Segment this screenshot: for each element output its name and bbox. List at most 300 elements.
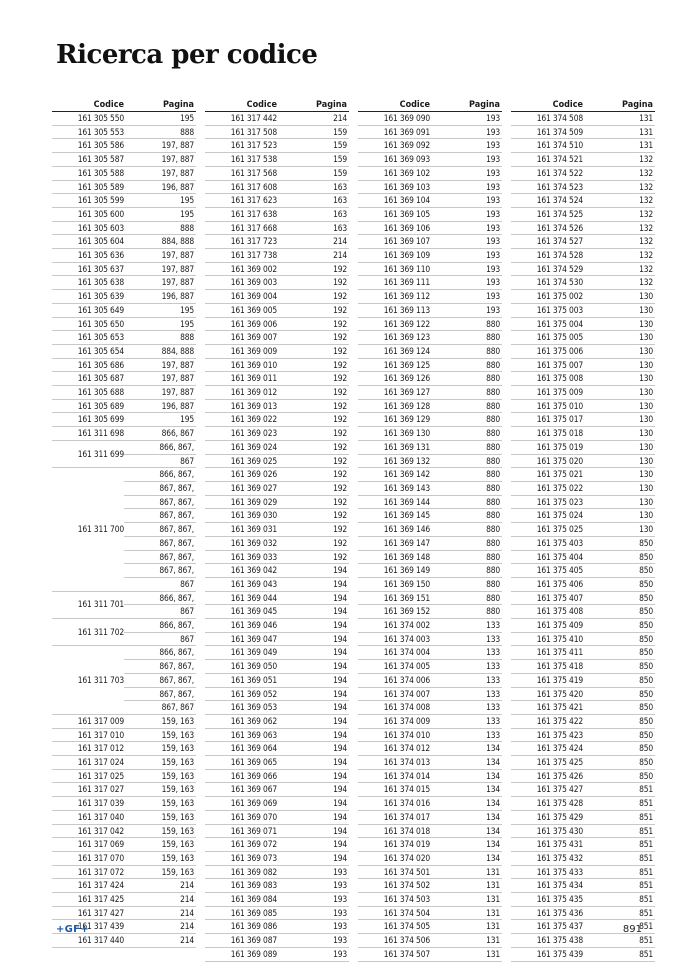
page-cell: 867, 867, bbox=[124, 673, 196, 687]
page-cell: 194 bbox=[277, 742, 349, 756]
code-cell: 161 305 588 bbox=[52, 166, 124, 180]
table-row bbox=[511, 139, 655, 153]
code-cell: 161 375 430 bbox=[511, 824, 583, 838]
table-row bbox=[358, 166, 502, 180]
page-cell: 130 bbox=[583, 290, 655, 304]
page-cell: 197, 887 bbox=[124, 358, 196, 372]
table-row bbox=[358, 194, 502, 208]
table-row bbox=[205, 577, 349, 591]
page-cell: 132 bbox=[583, 166, 655, 180]
code-cell: 161 369 087 bbox=[205, 934, 277, 948]
table-row bbox=[511, 249, 655, 263]
code-cell: 161 374 015 bbox=[358, 783, 430, 797]
page-cell: 193 bbox=[277, 947, 349, 961]
page-cell: 192 bbox=[277, 468, 349, 482]
page-cell: 192 bbox=[277, 440, 349, 454]
page-cell: 193 bbox=[277, 865, 349, 879]
table-row bbox=[358, 660, 502, 674]
table-row bbox=[511, 427, 655, 441]
table-row bbox=[358, 262, 502, 276]
code-cell: 161 317 439 bbox=[52, 920, 124, 934]
code-cell: 161 369 112 bbox=[358, 290, 430, 304]
page-cell: 159, 163 bbox=[124, 797, 196, 811]
page-cell: 193 bbox=[430, 235, 502, 249]
page-cell: 866, 867 bbox=[124, 427, 196, 441]
table-row bbox=[511, 632, 655, 646]
code-cell: 161 369 022 bbox=[205, 413, 277, 427]
table-row bbox=[511, 701, 655, 715]
table-row bbox=[511, 838, 655, 852]
table-row bbox=[205, 290, 349, 304]
page-title: Ricerca per codice bbox=[56, 40, 318, 70]
table-row bbox=[358, 495, 502, 509]
page-cell: 194 bbox=[277, 660, 349, 674]
table-row bbox=[205, 687, 349, 701]
table-row bbox=[511, 728, 655, 742]
table-row bbox=[205, 317, 349, 331]
table-row bbox=[205, 824, 349, 838]
page-cell: 193 bbox=[430, 249, 502, 263]
code-cell: 161 375 024 bbox=[511, 509, 583, 523]
page-cell: 194 bbox=[277, 728, 349, 742]
table-row bbox=[205, 358, 349, 372]
code-cell: 161 369 063 bbox=[205, 728, 277, 742]
table-row bbox=[205, 838, 349, 852]
table-row bbox=[358, 810, 502, 824]
code-cell: 161 317 668 bbox=[205, 221, 277, 235]
table-row bbox=[358, 413, 502, 427]
page-cell: 159 bbox=[277, 166, 349, 180]
table-row bbox=[52, 646, 196, 660]
table-row bbox=[205, 207, 349, 221]
page-cell: 867 bbox=[124, 632, 196, 646]
table-row bbox=[358, 577, 502, 591]
code-cell: 161 374 526 bbox=[511, 221, 583, 235]
code-cell: 161 369 064 bbox=[205, 742, 277, 756]
page-cell: 866, 867, bbox=[124, 468, 196, 482]
page-cell: 197, 887 bbox=[124, 166, 196, 180]
page-cell: 880 bbox=[430, 605, 502, 619]
code-cell: 161 369 089 bbox=[205, 947, 277, 961]
code-cell: 161 374 009 bbox=[358, 714, 430, 728]
table-row bbox=[205, 153, 349, 167]
code-cell: 161 374 521 bbox=[511, 153, 583, 167]
page-cell: 134 bbox=[430, 756, 502, 770]
code-cell: 161 305 649 bbox=[52, 303, 124, 317]
table-row bbox=[358, 797, 502, 811]
table-row bbox=[205, 125, 349, 139]
page-cell: 867 bbox=[124, 454, 196, 468]
code-cell: 161 369 002 bbox=[205, 262, 277, 276]
page-cell: 884, 888 bbox=[124, 344, 196, 358]
table-row bbox=[511, 865, 655, 879]
table-row bbox=[205, 372, 349, 386]
code-cell: 161 369 030 bbox=[205, 509, 277, 523]
page-cell: 134 bbox=[430, 769, 502, 783]
page-cell: 867, 867, bbox=[124, 509, 196, 523]
page-cell: 193 bbox=[430, 262, 502, 276]
page-cell: 880 bbox=[430, 399, 502, 413]
table-row bbox=[52, 906, 196, 920]
code-cell: 161 317 442 bbox=[205, 112, 277, 125]
page-cell: 132 bbox=[583, 235, 655, 249]
table-row bbox=[511, 893, 655, 907]
page-cell: 193 bbox=[430, 207, 502, 221]
table-row bbox=[52, 810, 196, 824]
table-row bbox=[511, 769, 655, 783]
table-row bbox=[511, 125, 655, 139]
code-cell: 161 369 125 bbox=[358, 358, 430, 372]
code-cell: 161 369 027 bbox=[205, 481, 277, 495]
code-cell: 161 317 070 bbox=[52, 851, 124, 865]
page-cell: 196, 887 bbox=[124, 180, 196, 194]
code-cell: 161 311 703 bbox=[52, 646, 124, 715]
code-cell: 161 375 006 bbox=[511, 344, 583, 358]
page-cell: 850 bbox=[583, 701, 655, 715]
code-cell: 161 305 653 bbox=[52, 331, 124, 345]
code-cell: 161 374 510 bbox=[511, 139, 583, 153]
code-cell: 161 305 586 bbox=[52, 139, 124, 153]
page-cell: 194 bbox=[277, 701, 349, 715]
code-cell: 161 317 042 bbox=[52, 824, 124, 838]
page-cell: 132 bbox=[583, 180, 655, 194]
code-cell: 161 369 031 bbox=[205, 523, 277, 537]
code-cell: 161 317 723 bbox=[205, 235, 277, 249]
code-cell: 161 369 010 bbox=[205, 358, 277, 372]
code-cell: 161 305 654 bbox=[52, 344, 124, 358]
table-row bbox=[52, 207, 196, 221]
table-row bbox=[52, 125, 196, 139]
page-cell: 193 bbox=[277, 934, 349, 948]
code-cell: 161 369 003 bbox=[205, 276, 277, 290]
page-cell: 133 bbox=[430, 660, 502, 674]
table-row bbox=[205, 468, 349, 482]
page-cell: 880 bbox=[430, 481, 502, 495]
table-row bbox=[52, 865, 196, 879]
table-row bbox=[511, 166, 655, 180]
page-cell: 850 bbox=[583, 714, 655, 728]
table-row bbox=[52, 262, 196, 276]
page-cell: 867, 867, bbox=[124, 495, 196, 509]
code-cell: 161 375 418 bbox=[511, 660, 583, 674]
code-cell: 161 369 093 bbox=[358, 153, 430, 167]
code-cell: 161 369 007 bbox=[205, 331, 277, 345]
index-column-4 bbox=[511, 95, 655, 962]
code-cell: 161 375 421 bbox=[511, 701, 583, 715]
page-cell: 867, 867 bbox=[124, 701, 196, 715]
table-row bbox=[358, 235, 502, 249]
code-cell: 161 369 144 bbox=[358, 495, 430, 509]
table-row bbox=[511, 194, 655, 208]
page-cell: 880 bbox=[430, 536, 502, 550]
page-cell: 850 bbox=[583, 591, 655, 605]
table-row bbox=[205, 262, 349, 276]
code-cell: 161 369 013 bbox=[205, 399, 277, 413]
code-cell: 161 369 147 bbox=[358, 536, 430, 550]
page-cell: 880 bbox=[430, 550, 502, 564]
code-cell: 161 375 420 bbox=[511, 687, 583, 701]
page-cell: 192 bbox=[277, 509, 349, 523]
table-row bbox=[511, 153, 655, 167]
page-cell: 193 bbox=[277, 893, 349, 907]
page-cell: 132 bbox=[583, 262, 655, 276]
code-cell: 161 305 604 bbox=[52, 235, 124, 249]
page-cell: 193 bbox=[277, 879, 349, 893]
page-cell: 130 bbox=[583, 386, 655, 400]
table-row bbox=[511, 619, 655, 633]
table-row bbox=[358, 207, 502, 221]
page-cell: 163 bbox=[277, 207, 349, 221]
table-row bbox=[358, 344, 502, 358]
code-cell: 161 369 082 bbox=[205, 865, 277, 879]
table-row bbox=[358, 920, 502, 934]
code-cell: 161 311 699 bbox=[52, 440, 124, 467]
page-cell: 888 bbox=[124, 221, 196, 235]
page-cell: 131 bbox=[430, 934, 502, 948]
table-row bbox=[511, 605, 655, 619]
page-cell: 192 bbox=[277, 276, 349, 290]
code-cell: 161 375 437 bbox=[511, 920, 583, 934]
page-cell: 194 bbox=[277, 769, 349, 783]
code-cell: 161 374 524 bbox=[511, 194, 583, 208]
table-row bbox=[511, 673, 655, 687]
code-cell: 161 375 428 bbox=[511, 797, 583, 811]
table-row bbox=[52, 824, 196, 838]
table-row bbox=[52, 235, 196, 249]
page-cell: 196, 887 bbox=[124, 399, 196, 413]
code-cell: 161 375 406 bbox=[511, 577, 583, 591]
page-cell: 130 bbox=[583, 481, 655, 495]
page-cell: 192 bbox=[277, 495, 349, 509]
table-row bbox=[511, 577, 655, 591]
page-cell: 130 bbox=[583, 399, 655, 413]
code-cell: 161 317 440 bbox=[52, 934, 124, 948]
code-cell: 161 369 110 bbox=[358, 262, 430, 276]
table-row bbox=[358, 865, 502, 879]
table-row bbox=[358, 276, 502, 290]
code-cell: 161 374 528 bbox=[511, 249, 583, 263]
page-cell: 134 bbox=[430, 742, 502, 756]
table-row bbox=[205, 742, 349, 756]
page-cell: 192 bbox=[277, 358, 349, 372]
page-cell: 130 bbox=[583, 454, 655, 468]
page-cell: 850 bbox=[583, 646, 655, 660]
index-table bbox=[205, 112, 349, 962]
code-cell: 161 375 404 bbox=[511, 550, 583, 564]
page-cell: 193 bbox=[430, 112, 502, 125]
code-cell: 161 369 012 bbox=[205, 386, 277, 400]
page-cell: 195 bbox=[124, 194, 196, 208]
code-cell: 161 375 019 bbox=[511, 440, 583, 454]
code-cell: 161 375 427 bbox=[511, 783, 583, 797]
table-row bbox=[511, 331, 655, 345]
page-cell: 197, 887 bbox=[124, 249, 196, 263]
table-row bbox=[205, 331, 349, 345]
code-cell: 161 317 012 bbox=[52, 742, 124, 756]
table-row bbox=[205, 906, 349, 920]
page-cell: 132 bbox=[583, 153, 655, 167]
table-row bbox=[205, 810, 349, 824]
header-pagina: Pagina bbox=[316, 100, 347, 110]
table-row bbox=[205, 783, 349, 797]
page-cell: 194 bbox=[277, 646, 349, 660]
table-row bbox=[52, 756, 196, 770]
page-cell: 130 bbox=[583, 509, 655, 523]
page-cell: 130 bbox=[583, 372, 655, 386]
page-cell: 194 bbox=[277, 605, 349, 619]
code-cell: 161 369 090 bbox=[358, 112, 430, 125]
page-cell: 880 bbox=[430, 564, 502, 578]
code-cell: 161 305 587 bbox=[52, 153, 124, 167]
code-cell: 161 369 050 bbox=[205, 660, 277, 674]
table-row bbox=[358, 591, 502, 605]
code-cell: 161 305 553 bbox=[52, 125, 124, 139]
code-cell: 161 369 145 bbox=[358, 509, 430, 523]
code-cell: 161 305 687 bbox=[52, 372, 124, 386]
table-row bbox=[205, 632, 349, 646]
code-cell: 161 369 026 bbox=[205, 468, 277, 482]
table-row bbox=[52, 344, 196, 358]
page-cell: 193 bbox=[430, 194, 502, 208]
table-row bbox=[358, 851, 502, 865]
code-cell: 161 375 017 bbox=[511, 413, 583, 427]
table-row bbox=[511, 495, 655, 509]
table-row bbox=[358, 468, 502, 482]
table-row bbox=[358, 399, 502, 413]
index-column-1 bbox=[52, 95, 196, 948]
table-row bbox=[358, 714, 502, 728]
code-cell: 161 369 124 bbox=[358, 344, 430, 358]
page-cell: 880 bbox=[430, 577, 502, 591]
code-cell: 161 375 424 bbox=[511, 742, 583, 756]
page-cell: 132 bbox=[583, 194, 655, 208]
page-cell: 132 bbox=[583, 221, 655, 235]
table-row bbox=[511, 756, 655, 770]
table-row bbox=[511, 207, 655, 221]
page-cell: 194 bbox=[277, 851, 349, 865]
code-cell: 161 369 085 bbox=[205, 906, 277, 920]
table-row bbox=[511, 290, 655, 304]
code-cell: 161 375 025 bbox=[511, 523, 583, 537]
table-row bbox=[205, 235, 349, 249]
page-cell: 850 bbox=[583, 742, 655, 756]
page-cell: 214 bbox=[277, 112, 349, 125]
table-row bbox=[358, 290, 502, 304]
page-cell: 132 bbox=[583, 276, 655, 290]
page-cell: 850 bbox=[583, 550, 655, 564]
code-cell: 161 375 002 bbox=[511, 290, 583, 304]
page-cell: 195 bbox=[124, 207, 196, 221]
table-row bbox=[205, 728, 349, 742]
index-table bbox=[511, 112, 655, 962]
page-cell: 192 bbox=[277, 550, 349, 564]
page-cell: 214 bbox=[277, 249, 349, 263]
code-cell: 161 317 009 bbox=[52, 714, 124, 728]
table-row bbox=[52, 331, 196, 345]
page-cell: 194 bbox=[277, 838, 349, 852]
table-row bbox=[511, 344, 655, 358]
page-cell: 214 bbox=[124, 920, 196, 934]
table-row bbox=[205, 440, 349, 454]
table-row bbox=[52, 714, 196, 728]
page-cell: 130 bbox=[583, 331, 655, 345]
code-cell: 161 374 014 bbox=[358, 769, 430, 783]
page-cell: 850 bbox=[583, 619, 655, 633]
code-cell: 161 375 434 bbox=[511, 879, 583, 893]
index-table bbox=[52, 112, 196, 948]
page-cell: 130 bbox=[583, 358, 655, 372]
table-row bbox=[511, 303, 655, 317]
page-cell: 194 bbox=[277, 632, 349, 646]
page-cell: 133 bbox=[430, 619, 502, 633]
page-cell: 131 bbox=[430, 879, 502, 893]
code-cell: 161 374 509 bbox=[511, 125, 583, 139]
code-cell: 161 317 568 bbox=[205, 166, 277, 180]
code-cell: 161 374 005 bbox=[358, 660, 430, 674]
table-row bbox=[511, 317, 655, 331]
code-cell: 161 317 072 bbox=[52, 865, 124, 879]
page-cell: 850 bbox=[583, 577, 655, 591]
page-cell: 194 bbox=[277, 783, 349, 797]
page-cell: 194 bbox=[277, 714, 349, 728]
page-cell: 192 bbox=[277, 454, 349, 468]
table-row bbox=[511, 358, 655, 372]
code-cell: 161 369 045 bbox=[205, 605, 277, 619]
column-header bbox=[205, 95, 349, 112]
table-row bbox=[52, 413, 196, 427]
column-header bbox=[358, 95, 502, 112]
page-cell: 131 bbox=[583, 139, 655, 153]
code-cell: 161 369 024 bbox=[205, 440, 277, 454]
page-cell: 867, 867, bbox=[124, 481, 196, 495]
page-cell: 194 bbox=[277, 824, 349, 838]
page-cell: 194 bbox=[277, 591, 349, 605]
code-cell: 161 374 016 bbox=[358, 797, 430, 811]
page-cell: 850 bbox=[583, 564, 655, 578]
table-row bbox=[358, 756, 502, 770]
page-cell: 193 bbox=[430, 290, 502, 304]
code-cell: 161 375 003 bbox=[511, 303, 583, 317]
page-cell: 880 bbox=[430, 413, 502, 427]
page-cell: 159, 163 bbox=[124, 756, 196, 770]
code-cell: 161 369 005 bbox=[205, 303, 277, 317]
table-row bbox=[358, 481, 502, 495]
table-row bbox=[511, 180, 655, 194]
code-cell: 161 369 072 bbox=[205, 838, 277, 852]
code-cell: 161 374 007 bbox=[358, 687, 430, 701]
page-cell: 133 bbox=[430, 687, 502, 701]
page-cell: 850 bbox=[583, 687, 655, 701]
table-row bbox=[205, 166, 349, 180]
table-row bbox=[52, 112, 196, 125]
code-cell: 161 374 004 bbox=[358, 646, 430, 660]
code-cell: 161 305 636 bbox=[52, 249, 124, 263]
code-cell: 161 369 122 bbox=[358, 317, 430, 331]
code-cell: 161 375 432 bbox=[511, 851, 583, 865]
table-row bbox=[52, 180, 196, 194]
table-row bbox=[511, 399, 655, 413]
code-cell: 161 375 409 bbox=[511, 619, 583, 633]
header-pagina: Pagina bbox=[469, 100, 500, 110]
code-cell: 161 369 069 bbox=[205, 797, 277, 811]
page-cell: 132 bbox=[583, 207, 655, 221]
code-cell: 161 374 506 bbox=[358, 934, 430, 948]
page-cell: 196, 887 bbox=[124, 290, 196, 304]
table-row bbox=[52, 591, 196, 605]
table-row bbox=[511, 509, 655, 523]
table-row bbox=[511, 851, 655, 865]
column-header bbox=[511, 95, 655, 112]
